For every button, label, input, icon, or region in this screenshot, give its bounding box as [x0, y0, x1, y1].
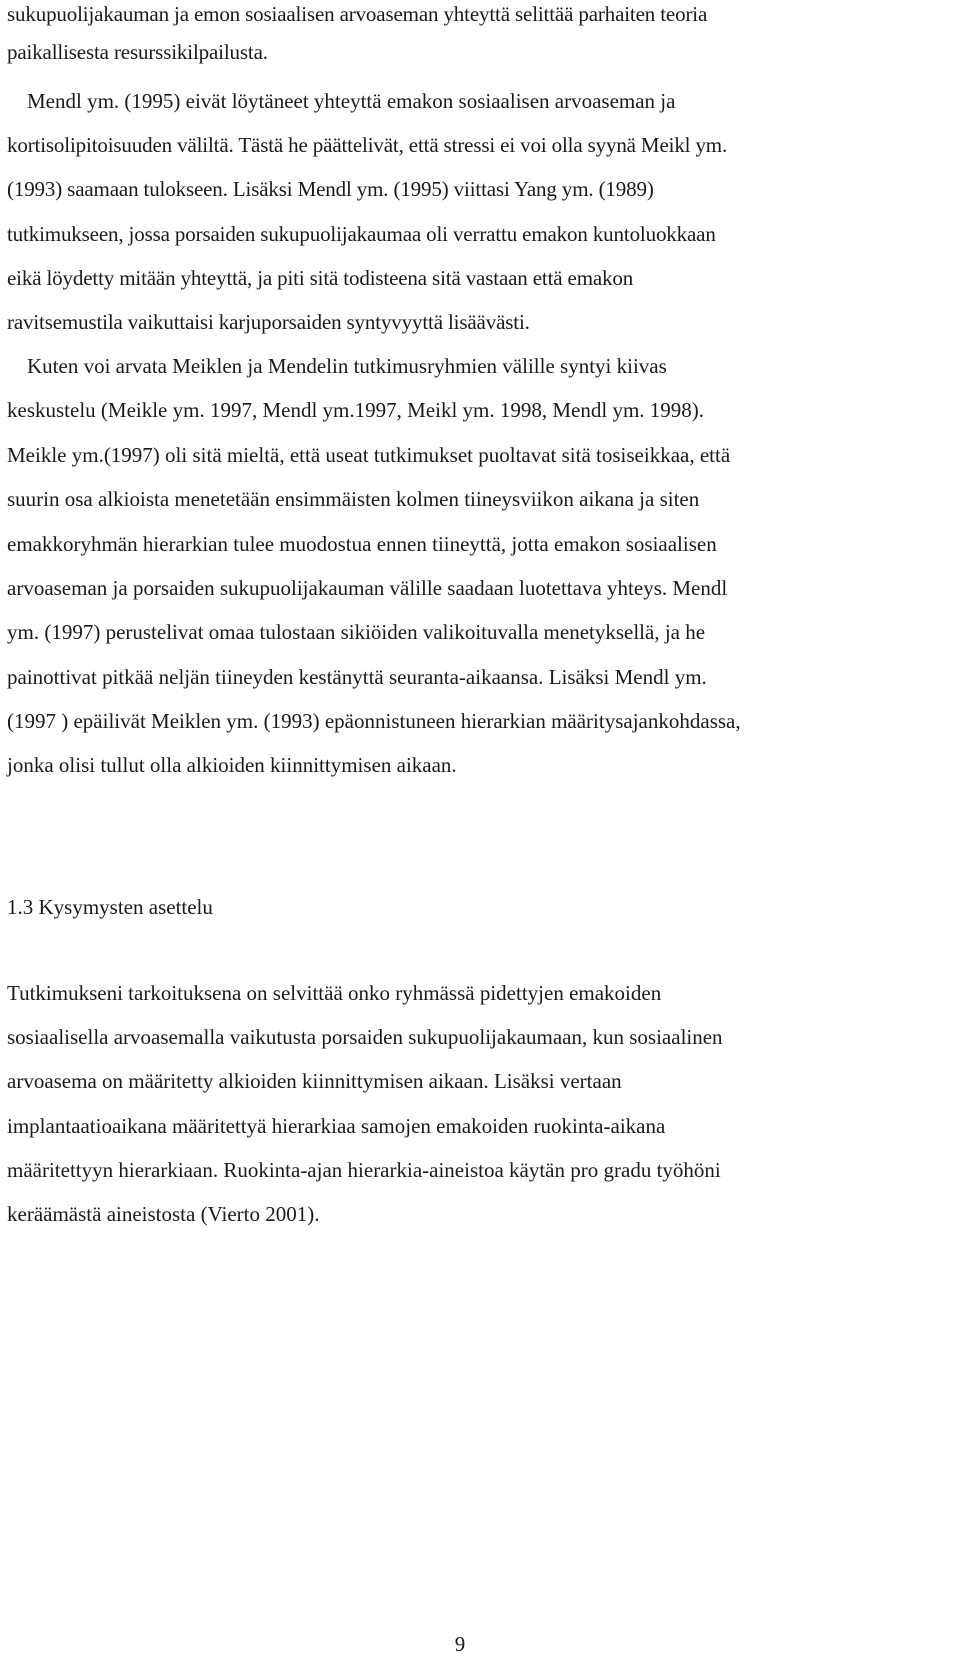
text-line: Tutkimukseni tarkoituksena on selvittää onko ryhmässä pidettyjen emakoiden [7, 981, 662, 1005]
text-line: määritettyyn hierarkiaan. Ruokinta-ajan hierarkia-aineistoa käytän pro gradu työhöni [7, 1158, 721, 1182]
text-line: emakkoryhmän hierarkian tulee muodostua ennen tiineyttä, jotta emakon sosiaalisen [7, 532, 717, 556]
text-line: (1993) saamaan tulokseen. Lisäksi Mendl ym. (1995) viittasi Yang ym. (1989) [7, 177, 654, 201]
page-number: 9 [454, 1632, 466, 1656]
text-line: implantaatioaikana määritettyä hierarkiaa samojen emakoiden ruokinta-aikana [7, 1114, 666, 1138]
text-line: Mendl ym. (1995) eivät löytäneet yhteyttä emakon sosiaalisen arvoaseman ja [27, 89, 676, 113]
text-line: ym. (1997) perustelivat omaa tulostaan sikiöiden valikoituvalla menetyksellä, ja he [7, 620, 706, 644]
section-heading: 1.3 Kysymysten asettelu [7, 895, 213, 919]
text-line: suurin osa alkioista menetetään ensimmäisten kolmen tiineysviikon aikana ja siten [7, 487, 700, 511]
text-line: tutkimukseen, jossa porsaiden sukupuolijakaumaa oli verrattu emakon kuntoluokkaan [7, 222, 716, 246]
text-line: arvoaseman ja porsaiden sukupuolijakauman välille saadaan luotettava yhteys. Mendl [7, 576, 728, 600]
text-line: paikallisesta resurssikilpailusta. [7, 40, 268, 64]
text-line: eikä löydetty mitään yhteyttä, ja piti sitä todisteena sitä vastaan että emakon [7, 266, 634, 290]
text-line: sukupuolijakauman ja emon sosiaalisen arvoaseman yhteyttä selittää parhaiten teoria [7, 2, 708, 26]
text-line: ravitsemustila vaikuttaisi karjuporsaiden syntyvyyttä lisäävästi. [7, 310, 530, 334]
text-line: kortisolipitoisuuden väliltä. Tästä he päättelivät, että stressi ei voi olla syynä Meikl ym. [7, 133, 728, 157]
text-line: sosiaalisella arvoasemalla vaikutusta porsaiden sukupuolijakaumaan, kun sosiaalinen [7, 1025, 723, 1049]
text-line: Meikle ym.(1997) oli sitä mieltä, että useat tutkimukset puoltavat sitä tosiseikkaa, että [7, 443, 731, 467]
text-line: keskustelu (Meikle ym. 1997, Mendl ym.1997, Meikl ym. 1998, Mendl ym. 1998). [7, 398, 705, 422]
text-line: painottivat pitkää neljän tiineyden kestänyttä seuranta-aikaansa. Lisäksi Mendl ym. [7, 665, 707, 689]
text-line: (1997 ) epäilivät Meiklen ym. (1993) epäonnistuneen hierarkian määritysajankohdassa, [7, 709, 741, 733]
text-line: jonka olisi tullut olla alkioiden kiinnittymisen aikaan. [7, 753, 457, 777]
text-line: Kuten voi arvata Meiklen ja Mendelin tutkimusryhmien välille syntyi kiivas [27, 354, 667, 378]
text-line: arvoasema on määritetty alkioiden kiinnittymisen aikaan. Lisäksi vertaan [7, 1069, 622, 1093]
text-line: keräämästä aineistosta (Vierto 2001). [7, 1202, 320, 1226]
